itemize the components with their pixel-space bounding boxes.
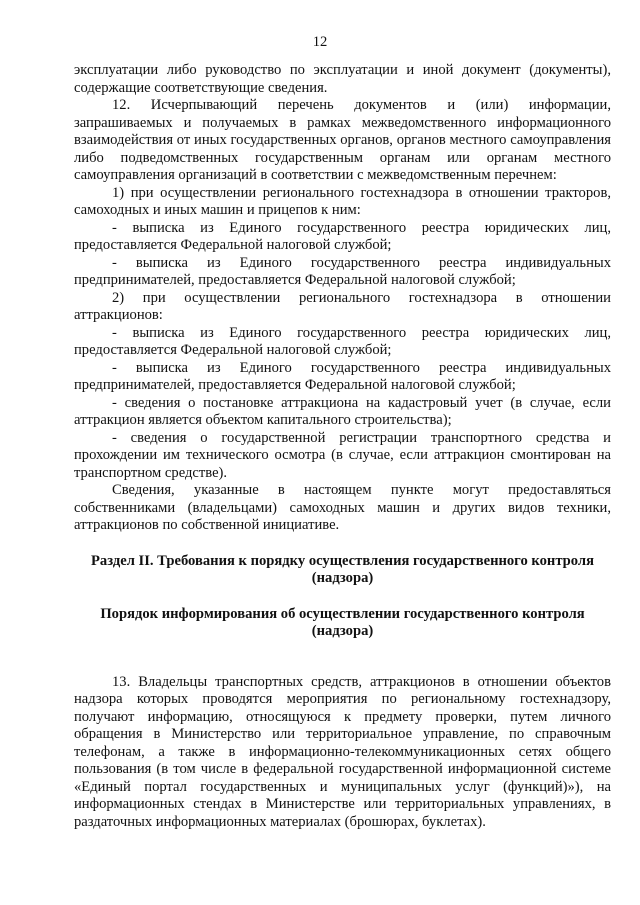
list-item-tractors: 1) при осуществлении регионального гостехнадзора в отношении тракторов, самоходных и иных машин и прицепов к ним: <box>74 184 611 218</box>
list-item-attractions: 2) при осуществлении регионального гостехнадзора в отношении аттракционов: <box>74 289 611 323</box>
list-item-egrul-2: - выписка из Единого государственного реестра юридических лиц, предоставляется Федеральной налоговой службой; <box>74 324 611 358</box>
section-heading: Раздел II. Требования к порядку осуществления государственного контроля (надзора) <box>91 552 594 586</box>
list-item-egrul-1: - выписка из Единого государственного реестра юридических лиц, предоставляется Федеральной налоговой службой; <box>74 219 611 253</box>
paragraph-continuation: эксплуатации либо руководство по эксплуатации и иной документ (документы), содержащие соответствующие сведения. <box>74 62 611 96</box>
list-item-cadastral: - сведения о постановке аттракциона на кадастровый учет (в случае, если аттракцион является объектом капитального строительства); <box>74 394 611 428</box>
paragraph-own-initiative: Сведения, указанные в настоящем пункте могут предоставляться собственниками (владельцами) самоходных машин и других видов техники, аттракционов по собственной инициативе. <box>74 482 611 533</box>
list-item-registration: - сведения о государственной регистрации транспортного средства и прохождении им технического осмотра (в случае, если аттракцион смонтирован на транспортном средстве). <box>74 429 611 481</box>
document-body <box>74 62 611 831</box>
subheading: Порядок информирования об осуществлении государственного контроля (надзора) <box>100 605 585 639</box>
list-item-egrip-2: - выписка из Единого государственного реестра индивидуальных предпринимателей, предоставляется Федеральной налоговой службой; <box>74 359 611 393</box>
paragraph-13: 13. Владельцы транспортных средств, аттракционов в отношении объектов надзора которых проводятся мероприятия по региональному гостехнадзору, получают информацию, относящуюся к предмету проверки, путем личного обращения в Министерство или территориальное управление, по справочным телефонам, а также в информационно-телекоммуникационных сетях общего пользования (в том числе в федеральной государственной информационной системе «Единый портал государственных и муниципальных услуг (функций)»), на информационных стендах в Министерстве или территориальных управлениях, в раздаточных информационных материалах (брошюрах, буклетах). <box>74 673 611 830</box>
page-number: 12 <box>312 34 328 50</box>
list-item-egrip-1: - выписка из Единого государственного реестра индивидуальных предпринимателей, предоставляется Федеральной налоговой службой; <box>74 254 611 288</box>
paragraph-12: 12. Исчерпывающий перечень документов и (или) информации, запрашиваемых и получаемых в рамках межведомственного информационного взаимодействия от иных государственных органов, органов местного самоуправления либо подведомственных государственным органам или органам местного самоуправления организаций в соответствии с межведомственным перечнем: <box>74 97 611 183</box>
